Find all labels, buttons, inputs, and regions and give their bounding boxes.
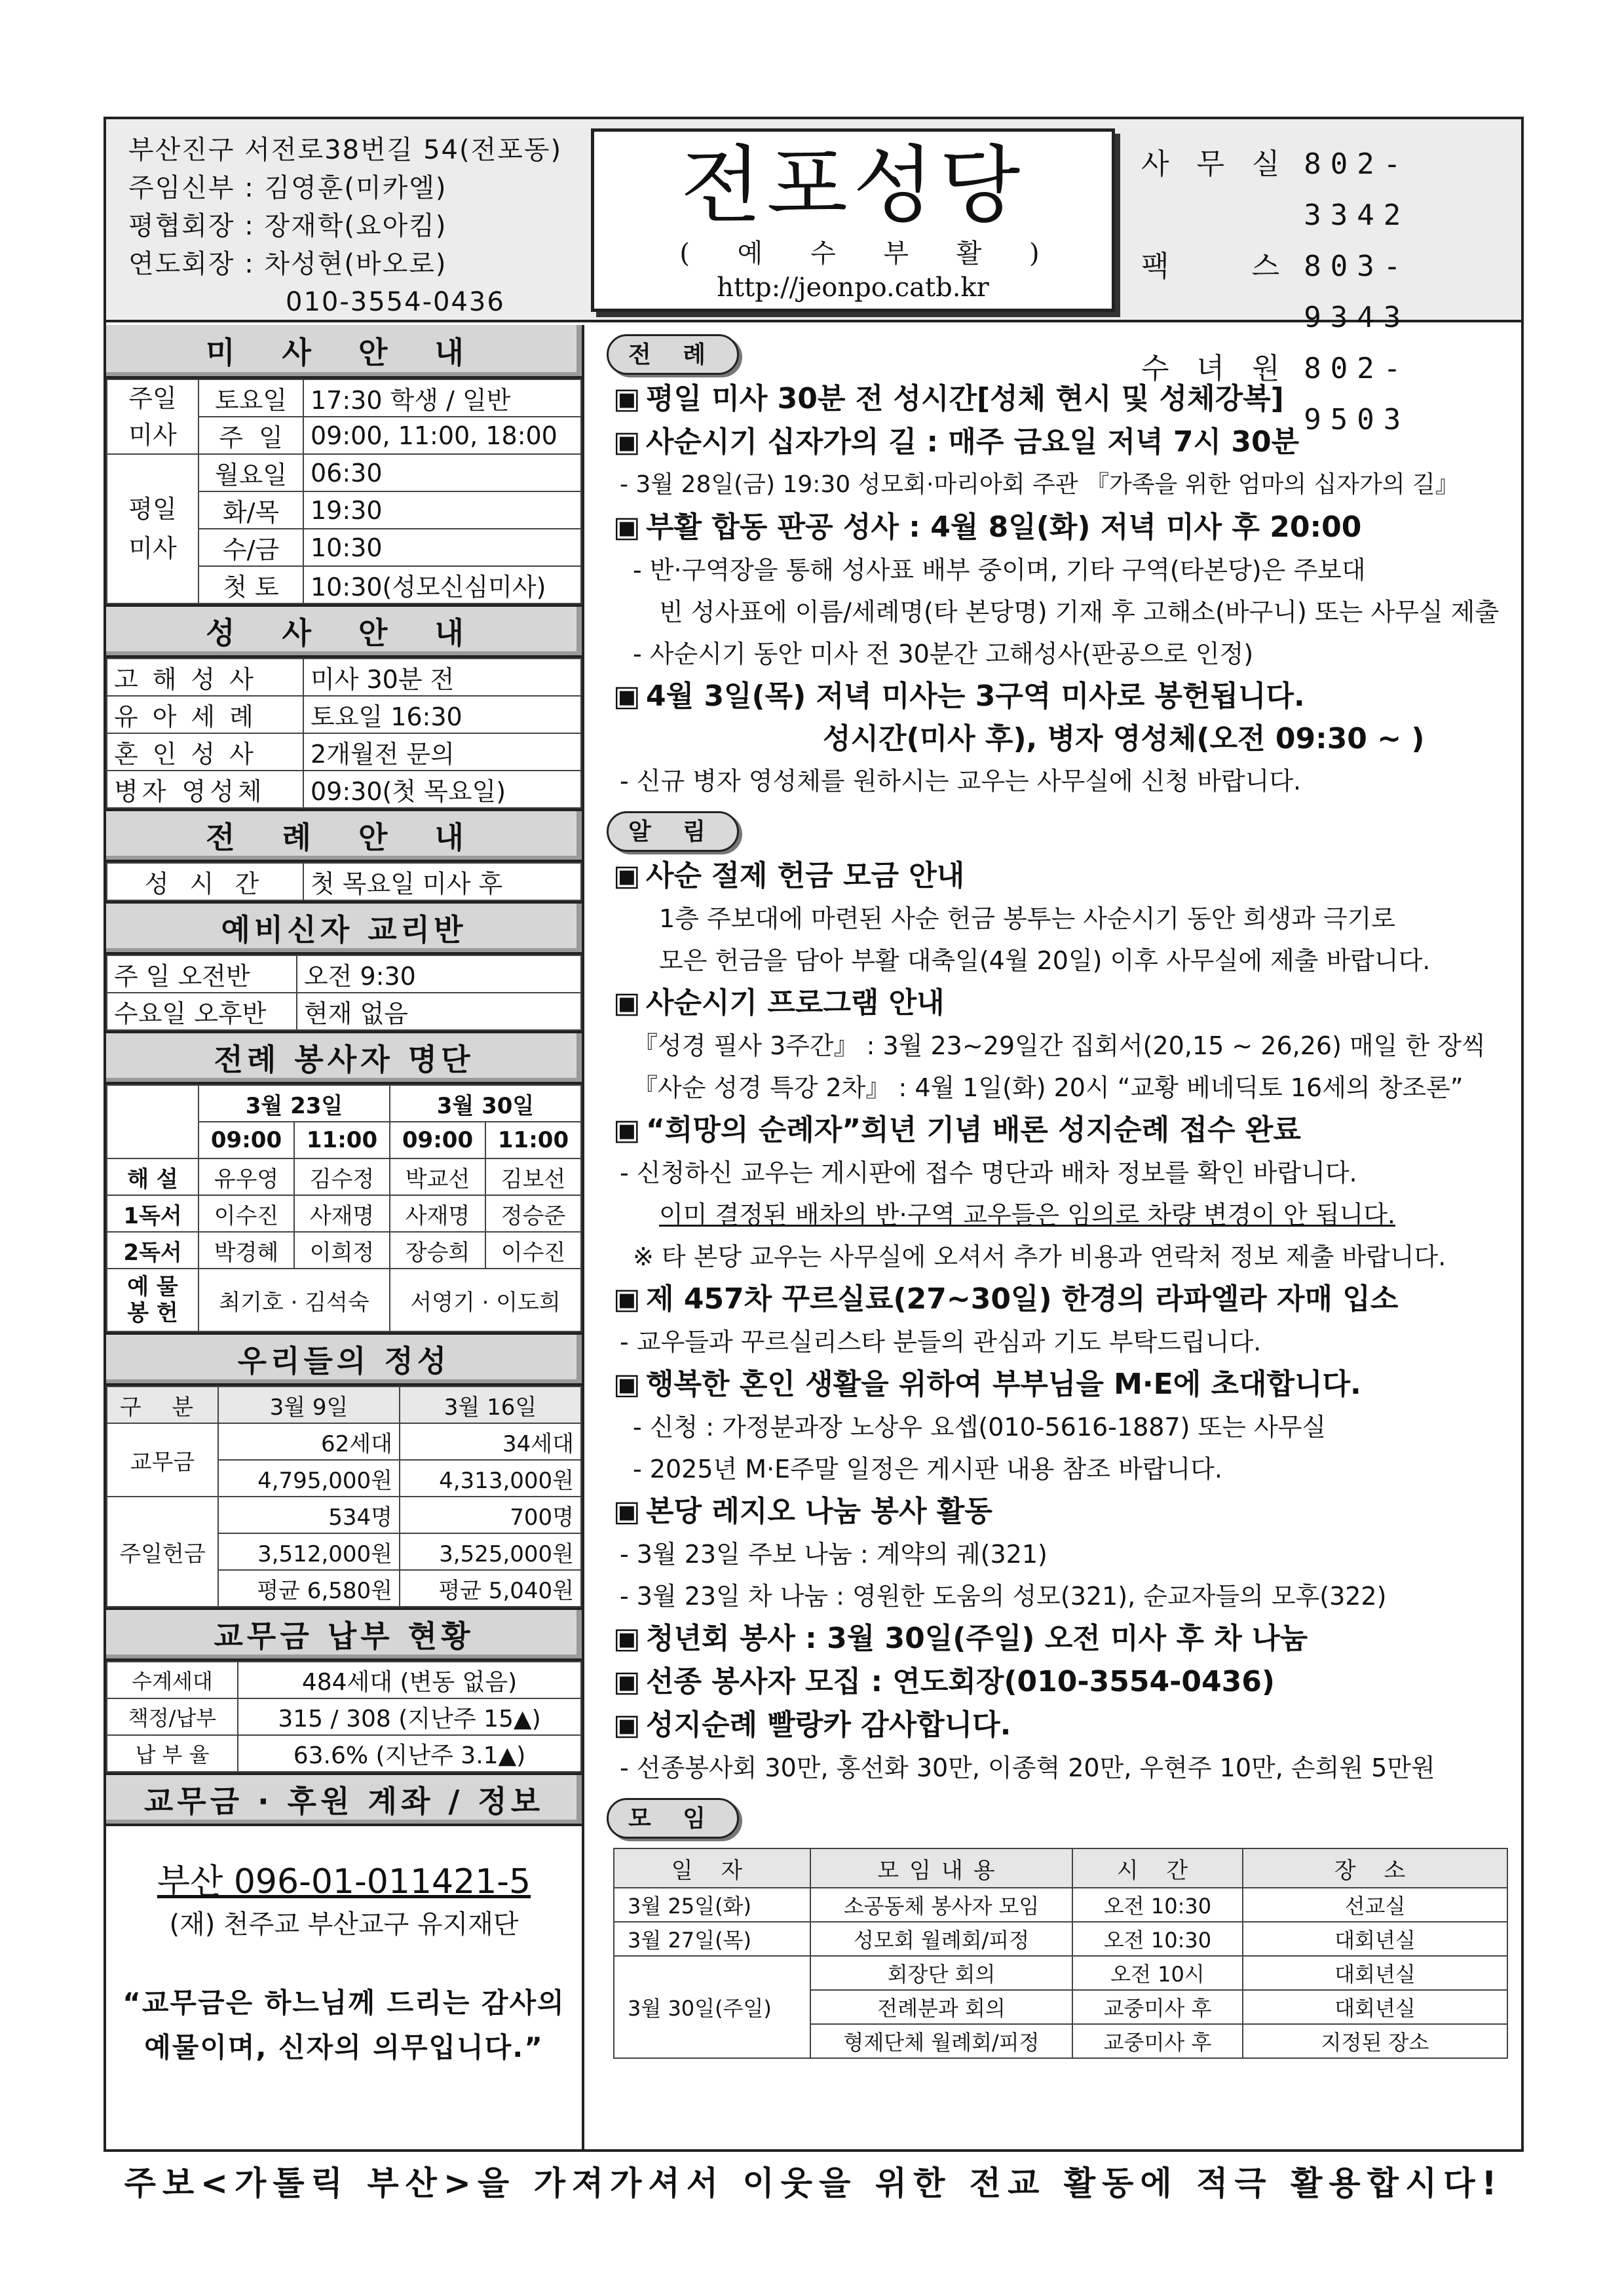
server-name: 유우영: [198, 1158, 294, 1195]
league-phone: 010-3554-0436: [286, 287, 505, 317]
notice-heading: 사순시기 십자가의 길 : 매주 금요일 저녁 7시 30분: [646, 425, 1300, 459]
mass-time: 10:30(성모신심미사): [303, 566, 581, 603]
address: 부산진구 서전로38번길 54(전포동): [128, 135, 563, 165]
sacrament-name: 유아세례: [107, 696, 303, 733]
offering-value: 평균 6,580원: [218, 1570, 400, 1607]
sacrament-info: 09:30(첫 목요일): [303, 771, 581, 808]
dues-label: 교무금: [107, 1423, 218, 1497]
notice-heading: 사순시기 프로그램 안내: [646, 986, 945, 1020]
notice-item: [587, 675, 1521, 718]
meeting-date: 3월 25일(화): [614, 1888, 810, 1922]
mass-day: 주 일: [198, 417, 303, 454]
liturgy-info: 첫 목요일 미사 후: [303, 863, 581, 900]
class-info: 오전 9:30: [297, 955, 581, 993]
meeting-time: 오전 10시: [1072, 1956, 1243, 1990]
notice-item: [587, 1278, 1521, 1321]
notice-heading: 4월 3일(목) 저녁 미사는 3구역 미사로 봉헌됩니다.: [646, 679, 1305, 713]
notice-detail: ※ 타 본당 교우는 사무실에 오셔서 추가 비용과 연락처 정보 제출 바랍니다.: [633, 1242, 1446, 1271]
sacrament-info: 2개월전 문의: [303, 733, 581, 771]
server-name: 정승준: [485, 1195, 581, 1232]
meeting-head: 시 간: [1072, 1848, 1243, 1888]
server-role: 1독서: [107, 1195, 198, 1232]
parish-subtitle: ( 예 수 부 활 ): [679, 239, 1059, 269]
offerings-head: 3월 9일: [218, 1387, 400, 1423]
notice-heading: 평일 미사 30분 전 성시간[성체 현시 및 성체강복]: [646, 382, 1284, 415]
dues-status-info: 484세대 (변동 없음): [238, 1662, 581, 1698]
square-bullet-icon: ▣: [613, 1708, 641, 1742]
mass-time: 10:30: [303, 529, 581, 566]
parish-info: [128, 131, 600, 321]
notice-detail: - 사순시기 동안 미사 전 30분간 고해성사(판공으로 인정): [633, 640, 1254, 668]
notice-detail: - 신규 병자 영성체를 원하시는 교우는 사무실에 신청 바랍니다.: [620, 767, 1302, 795]
servers-section-title: 전례 봉사자 명단: [106, 1031, 582, 1084]
server-time: 11:00: [294, 1122, 390, 1158]
notice-detail: 빈 성사표에 이름/세례명(타 본당명) 기재 후 고해소(바구니) 또는 사무실 제출: [659, 598, 1500, 626]
server-name: 사재명: [294, 1195, 390, 1232]
notice-detail: - 3월 23일 주보 나눔 : 계약의 궤(321): [620, 1540, 1048, 1569]
meeting-place: 대회년실: [1243, 1956, 1507, 1990]
notice-heading: 성지순례 빨랑카 감사합니다.: [646, 1708, 1011, 1742]
catechumen-section-title: 예비신자 교리반: [106, 901, 582, 955]
contact-fax: 팩 스 803-9343: [1141, 250, 1410, 334]
notice-detail: 이미 결정된 배차의 반·구역 교우들은 임의로 차량 변경이 안 됩니다.: [659, 1200, 1395, 1229]
notice-item: [587, 421, 1521, 464]
square-bullet-icon: ▣: [613, 1282, 641, 1316]
class-info: 현재 없음: [297, 993, 581, 1030]
sacrament-table: [106, 658, 582, 809]
meeting-head: 일 자: [614, 1848, 810, 1888]
offerings-head: 구 분: [107, 1387, 218, 1423]
account-info: [106, 1826, 582, 2121]
notice-heading: “희망의 순례자”희년 기념 배론 성지순례 접수 완료: [646, 1113, 1301, 1147]
notice-item: [587, 982, 1521, 1025]
server-date: 3월 23일: [198, 1085, 390, 1122]
meeting-what: 회장단 회의: [810, 1956, 1072, 1990]
account-number: 부산 096-01-011421-5: [157, 1862, 531, 1902]
dues-status-table: [106, 1661, 582, 1772]
offering-value: 4,313,000원: [400, 1460, 581, 1497]
sacrament-info: 토요일 16:30: [303, 696, 581, 733]
servers-corner: [107, 1085, 198, 1158]
meeting-place: 지정된 장소: [1243, 2024, 1507, 2058]
server-name: 서영기 · 이도희: [390, 1269, 581, 1331]
square-bullet-icon: ▣: [613, 1622, 641, 1655]
server-time: 09:00: [390, 1122, 485, 1158]
meeting-tag: 모 임: [607, 1798, 739, 1839]
square-bullet-icon: ▣: [613, 1495, 641, 1528]
meeting-head: 모임내용: [810, 1848, 1072, 1888]
notice-detail: - 선종봉사회 30만, 홍선화 30만, 이종혁 20만, 우현주 10만, 손희원 5만원: [620, 1753, 1435, 1782]
league-president: 연도회장 : 차성현(바오로): [128, 249, 447, 279]
liturgy-name: 성 시 간: [107, 863, 303, 900]
title-box: [591, 128, 1115, 312]
account-holder: (재) 천주교 부산교구 유지재단: [169, 1909, 519, 1940]
square-bullet-icon: ▣: [613, 679, 641, 713]
notice-detail: - 교우들과 꾸르실리스타 분들의 관심과 기도 부탁드립니다.: [620, 1328, 1262, 1356]
parish-url[interactable]: http://jeonpo.catb.kr: [717, 273, 989, 303]
catechumen-table: [106, 955, 582, 1031]
sacrament-section-title: 성 사 안 내: [106, 604, 582, 658]
meeting-what: 소공동체 봉사자 모임: [810, 1888, 1072, 1922]
notice-item: [587, 506, 1521, 549]
square-bullet-icon: ▣: [613, 1665, 641, 1698]
council-president: 평협회장 : 장재학(요아킴): [128, 211, 447, 241]
weekday-mass-label: 평일 미사: [107, 454, 198, 603]
sacrament-name: 고해성사: [107, 659, 303, 696]
server-name: 김수정: [294, 1158, 390, 1195]
meeting-date: 3월 27일(목): [614, 1922, 810, 1956]
notice-item: [587, 854, 1521, 898]
dues-status-info: 315 / 308 (지난주 15▲): [238, 1698, 581, 1735]
offering-value: 62세대: [218, 1423, 400, 1460]
mass-section-title: 미 사 안 내: [106, 325, 582, 379]
notice-heading: 제 457차 꾸르실료(27~30일) 한경의 라파엘라 자매 입소: [646, 1282, 1399, 1316]
notice-heading: 본당 레지오 나눔 봉사 활동: [646, 1495, 992, 1528]
server-name: 사재명: [390, 1195, 485, 1232]
meeting-date: 3월 30일(주일): [614, 1956, 810, 2058]
contact-office: 사 무 실 802-3342: [1141, 147, 1410, 232]
notice-detail: - 신청하신 교우는 게시판에 접수 명단과 배차 정보를 확인 바랍니다.: [620, 1158, 1357, 1187]
server-name: 이수진: [198, 1195, 294, 1232]
dues-quote: [106, 1981, 582, 2070]
contact-convent: 수 녀 원 802-9503: [1141, 352, 1410, 436]
meeting-what: 형제단체 월례회/피정: [810, 2024, 1072, 2058]
footer-slogan: 주보<가톨릭 부산>을 가져가셔서 이웃을 위한 전교 활동에 적극 활용합시다!: [124, 2164, 1503, 2202]
mass-time: 17:30 학생 / 일반: [303, 379, 581, 417]
mass-time: 19:30: [303, 491, 581, 529]
notice-detail: - 3월 28일(금) 19:30 성모회·마리아회 주관 『가족을 위한 엄마의 십자가의 길』: [620, 471, 1459, 498]
meeting-time: 교중미사 후: [1072, 2024, 1243, 2058]
notice-tag: 알 림: [607, 811, 739, 852]
notice-heading: 사순 절제 헌금 모금 안내: [646, 859, 965, 892]
server-role: 2독서: [107, 1232, 198, 1269]
server-name: 김보선: [485, 1158, 581, 1195]
server-time: 09:00: [198, 1122, 294, 1158]
server-role: 해 설: [107, 1158, 198, 1195]
mass-time: 06:30: [303, 454, 581, 491]
square-bullet-icon: ▣: [613, 986, 641, 1020]
liturgy-table: [106, 862, 582, 901]
server-date: 3월 30일: [390, 1085, 581, 1122]
dues-status-name: 납 부 율: [107, 1735, 238, 1772]
meeting-place: 대회년실: [1243, 1990, 1507, 2024]
mass-day: 월요일: [198, 454, 303, 491]
sacrament-info: 미사 30분 전: [303, 659, 581, 696]
mass-day: 첫 토: [198, 566, 303, 603]
notice-detail: - 신청 : 가정분과장 노상우 요셉(010-5616-1887) 또는 사무실: [633, 1413, 1327, 1442]
notice-item: [587, 377, 1521, 421]
offerings-head: 3월 16일: [400, 1387, 581, 1423]
server-name: 이수진: [485, 1232, 581, 1269]
offering-value: 700명: [400, 1497, 581, 1533]
offering-value: 3,525,000원: [400, 1533, 581, 1570]
quote-line: 예물이며, 신자의 의무입니다.”: [144, 2031, 544, 2063]
meeting-table: [613, 1848, 1508, 2059]
liturgy-tag: 전 례: [607, 334, 739, 375]
notice-detail: - 반·구역장을 통해 성사표 배부 중이며, 기타 구역(타본당)은 주보대: [633, 556, 1366, 584]
notice-item: [587, 1617, 1521, 1660]
offering-value: 평균 5,040원: [400, 1570, 581, 1607]
server-name: 이희정: [294, 1232, 390, 1269]
mass-table: [106, 379, 582, 604]
square-bullet-icon: ▣: [613, 425, 641, 459]
square-bullet-icon: ▣: [613, 510, 641, 544]
square-bullet-icon: ▣: [613, 1113, 641, 1147]
square-bullet-icon: ▣: [613, 1368, 641, 1401]
notice-heading: 청년회 봉사 : 3월 30일(주일) 오전 미사 후 차 나눔: [646, 1622, 1308, 1655]
dues-status-name: 수계세대: [107, 1662, 238, 1698]
right-column: [587, 325, 1521, 2152]
parish-title: 전포성당: [680, 137, 1026, 235]
servers-table: [106, 1084, 582, 1332]
notice-detail: - 3월 23일 차 나눔 : 영원한 도움의 성모(321), 순교자들의 모후(322): [620, 1582, 1387, 1611]
server-time: 11:00: [485, 1122, 581, 1158]
offering-value: 3,512,000원: [218, 1533, 400, 1570]
notice-item: [587, 1704, 1521, 1747]
sacrament-name: 병자 영성체: [107, 771, 303, 808]
server-name: 최기호 · 김석숙: [198, 1269, 390, 1331]
dues-status-info: 63.6% (지난주 3.1▲): [238, 1735, 581, 1772]
offering-value: 4,795,000원: [218, 1460, 400, 1497]
server-role: 예 물 봉 헌: [107, 1269, 198, 1331]
notice-heading: 선종 봉사자 모집 : 연도회장(010-3554-0436): [646, 1665, 1275, 1698]
liturgy-section-title: 전 례 안 내: [106, 809, 582, 862]
meeting-what: 성모회 월례회/피정: [810, 1922, 1072, 1956]
class-name: 수요일 오후반: [107, 993, 297, 1030]
notice-detail: - 2025년 M·E주말 일정은 게시판 내용 참조 바랍니다.: [633, 1455, 1222, 1483]
sacrament-name: 혼인성사: [107, 733, 303, 771]
pastor: 주임신부 : 김영훈(미카엘): [128, 173, 447, 203]
notice-heading-cont: 성시간(미사 후), 병자 영성체(오전 09:30 ~ ): [823, 722, 1425, 756]
meeting-head: 장 소: [1243, 1848, 1507, 1888]
meeting-place: 대회년실: [1243, 1922, 1507, 1956]
notice-detail: 모은 헌금을 담아 부활 대축일(4월 20일) 이후 사무실에 제출 바랍니다.: [659, 946, 1431, 975]
mass-time: 09:00, 11:00, 18:00: [303, 417, 581, 454]
meeting-place: 선교실: [1243, 1888, 1507, 1922]
notice-heading: 부활 합동 판공 성사 : 4월 8일(화) 저녁 미사 후 20:00: [646, 510, 1362, 544]
dues-status-name: 책정/납부: [107, 1698, 238, 1735]
offerings-table: [106, 1386, 582, 1607]
notice-item: [587, 1660, 1521, 1704]
notice-detail: 『사순 성경 특강 2차』 : 4월 1일(화) 20시 “교황 베네딕토 16세의 창조론”: [633, 1073, 1463, 1102]
sunday-mass-label: 주일 미사: [107, 379, 198, 454]
server-name: 장승희: [390, 1232, 485, 1269]
meeting-time: 오전 10:30: [1072, 1922, 1243, 1956]
quote-line: “교무금은 하느님께 드리는 감사의: [123, 1987, 565, 2019]
mass-day: 토요일: [198, 379, 303, 417]
mass-day: 화/목: [198, 491, 303, 529]
notice-item: [587, 1363, 1521, 1406]
server-name: 박경혜: [198, 1232, 294, 1269]
square-bullet-icon: ▣: [613, 859, 641, 892]
account-section-title: 교무금 · 후원 계좌 / 정보: [106, 1772, 582, 1826]
bulletin-sheet: [104, 117, 1524, 2152]
offering-value: 534명: [218, 1497, 400, 1533]
meeting-time: 교중미사 후: [1072, 1990, 1243, 2024]
class-name: 주 일 오전반: [107, 955, 297, 993]
notice-item: [587, 1109, 1521, 1152]
offerings-section-title: 우리들의 정성: [106, 1332, 582, 1386]
square-bullet-icon: ▣: [613, 382, 641, 415]
notice-detail: 『성경 필사 3주간』 : 3월 23~29일간 집회서(20,15 ~ 26,26) 매일 한 장씩: [633, 1031, 1486, 1060]
meeting-what: 전례분과 회의: [810, 1990, 1072, 2024]
notice-detail: 1층 주보대에 마련된 사순 헌금 봉투는 사순시기 동안 희생과 극기로: [659, 904, 1396, 933]
dues-status-section-title: 교무금 납부 현황: [106, 1607, 582, 1661]
left-column: [106, 325, 584, 2152]
server-name: 박교선: [390, 1158, 485, 1195]
meeting-time: 오전 10:30: [1072, 1888, 1243, 1922]
sunday-offering-label: 주일헌금: [107, 1497, 218, 1607]
notice-item: [587, 1490, 1521, 1533]
notice-heading: 행복한 혼인 생활을 위하여 부부님을 M·E에 초대합니다.: [646, 1368, 1361, 1401]
mass-day: 수/금: [198, 529, 303, 566]
offering-value: 34세대: [400, 1423, 581, 1460]
